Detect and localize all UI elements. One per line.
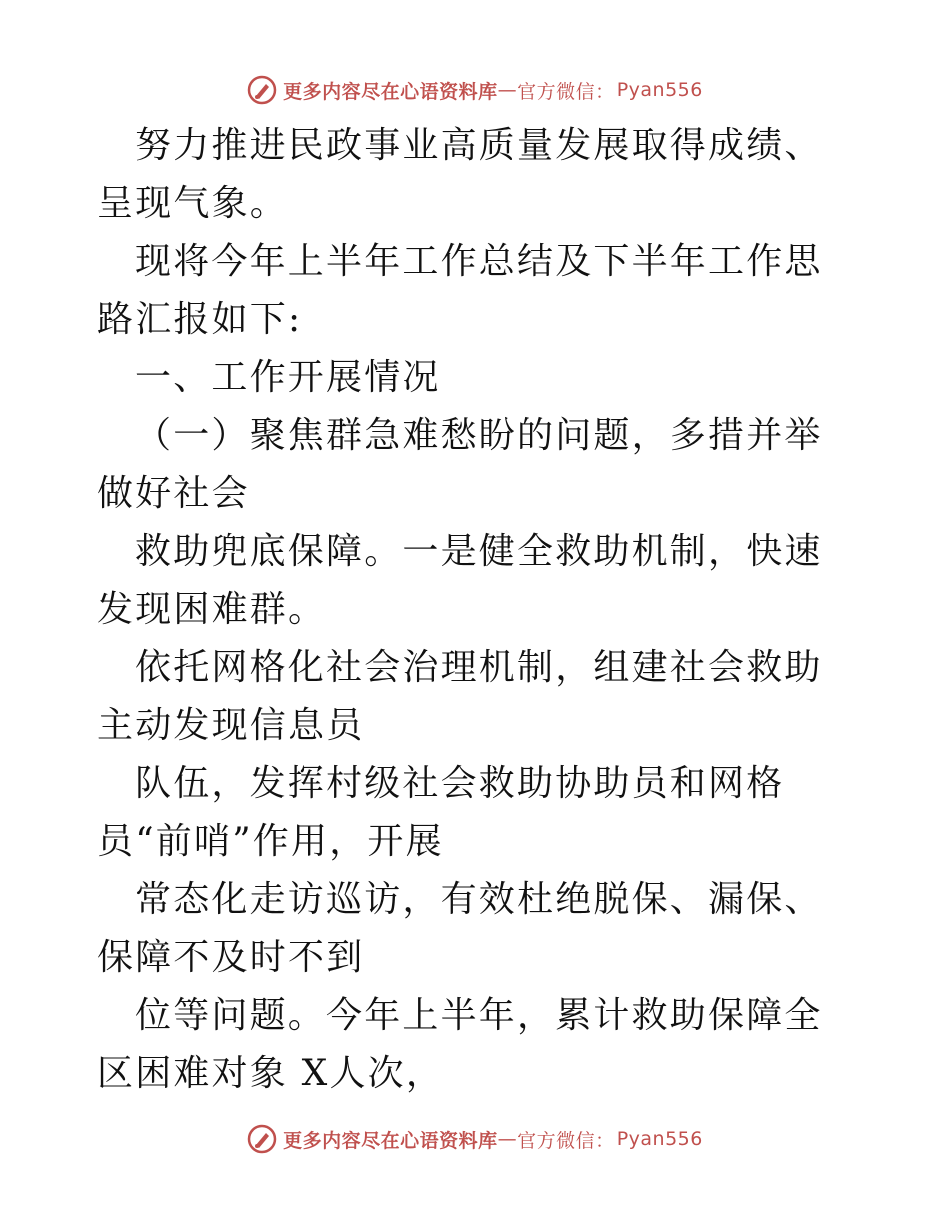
- watermark-label: 官方微信：: [517, 80, 615, 103]
- paragraph: 救助兜底保障。一是健全救助机制，快速发现困难群。: [97, 531, 823, 630]
- watermark-id: Pyan556: [616, 79, 703, 101]
- pen-seal-icon: [247, 1124, 277, 1154]
- paragraph: 队伍，发挥村级社会救助协助员和网格员“前哨”作用，开展: [97, 763, 785, 862]
- watermark-label: 官方微信：: [517, 1129, 615, 1152]
- paragraph: 位等问题。今年上半年，累计救助保障全区困难对象 X人次，: [97, 995, 823, 1094]
- watermark-brand: 更多内容尽在心语资料库: [283, 1129, 498, 1152]
- paragraph: （一）聚焦群急难愁盼的问题，多措并举做好社会: [97, 415, 823, 514]
- paragraph: 现将今年上半年工作总结及下半年工作思路汇报如下:: [97, 241, 823, 340]
- watermark-id: Pyan556: [616, 1128, 703, 1150]
- header-watermark: [0, 70, 950, 110]
- paragraph: 常态化走访巡访，有效杜绝脱保、漏保、保障不及时不到: [97, 879, 823, 978]
- pen-seal-icon: [247, 75, 277, 105]
- paragraph: 依托网格化社会治理机制，组建社会救助主动发现信息员: [97, 647, 823, 746]
- document-body: [97, 117, 857, 1103]
- paragraph: 努力推进民政事业高质量发展取得成绩、呈现气象。: [97, 125, 823, 224]
- watermark-separator: —: [497, 79, 518, 101]
- watermark-brand: 更多内容尽在心语资料库: [283, 80, 498, 103]
- watermark-separator: —: [497, 1128, 518, 1150]
- section-heading: 一、工作开展情况: [135, 357, 441, 398]
- footer-watermark: [0, 1119, 950, 1159]
